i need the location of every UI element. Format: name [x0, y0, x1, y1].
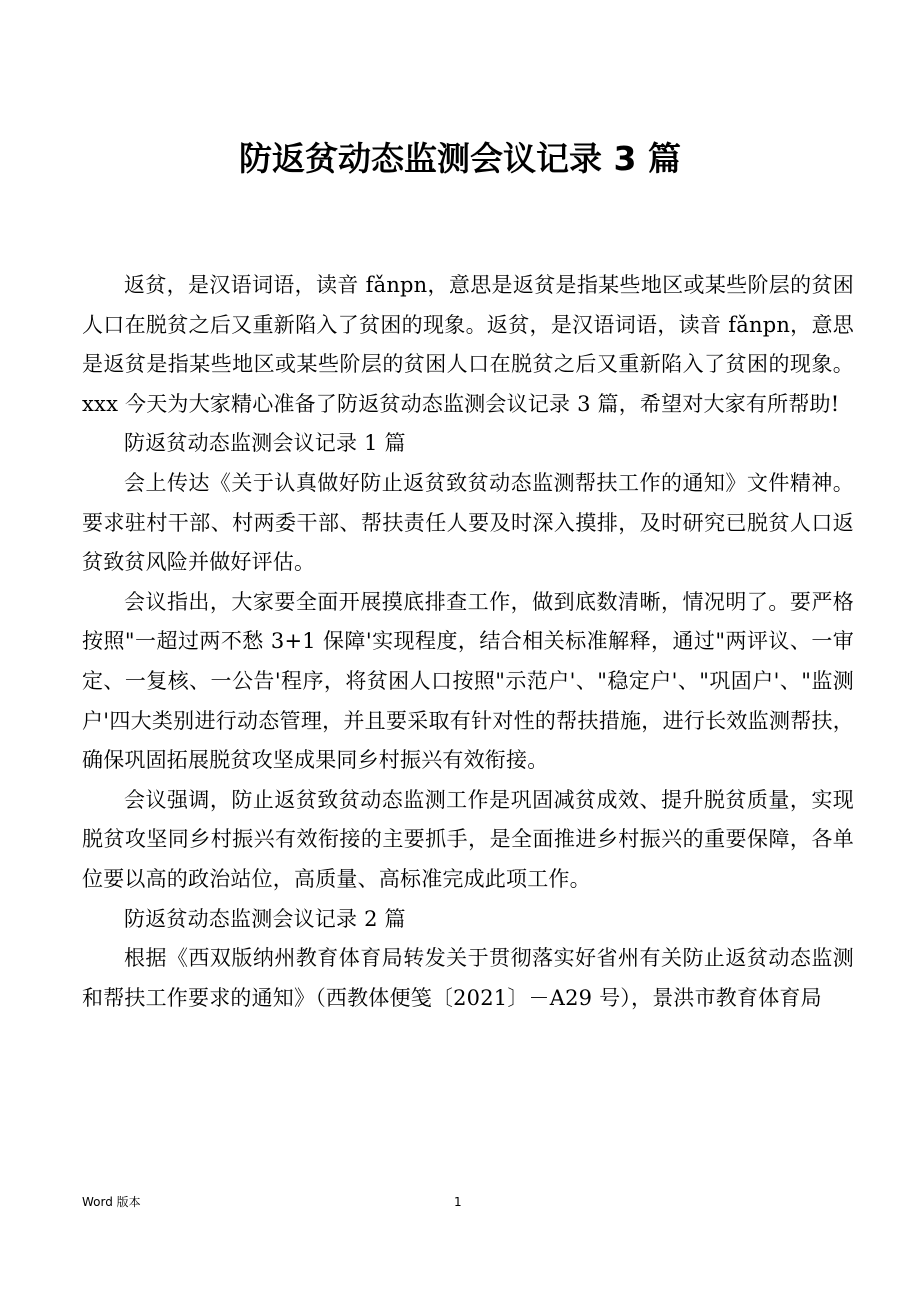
- footer-version-label: Word 版本: [82, 1195, 141, 1209]
- body-paragraph: 根据《西双版纳州教育体育局转发关于贯彻落实好省州有关防止返贫动态监测和帮扶工作要求的通知》（西教体便笺〔2021〕－A29 号），景洪市教育体育局: [82, 946, 854, 1010]
- document-title: 防返贫动态监测会议记录 3 篇: [239, 139, 681, 178]
- document-body: [82, 266, 854, 1018]
- section-heading-1: 防返贫动态监测会议记录 1 篇: [124, 431, 406, 456]
- footer-page-number: 1: [454, 1195, 462, 1209]
- body-paragraph: 会议指出，大家要全面开展摸底排查工作，做到底数清晰，情况明了。要严格按照"一超过两不愁 3+1 保障'实现程度，结合相关标准解释，通过"两评议、一审定、一复核、一公告'程序，将贫困人口按照"示范户'、"稳定户'、"巩固户'、"监测户'四大类别进行动态管理，并且要采取有针对性的帮扶措施，进行长效监测帮扶，确保巩固拓展脱贫攻坚成果同乡村振兴有效衔接。: [82, 589, 854, 773]
- section-heading-2: 防返贫动态监测会议记录 2 篇: [124, 906, 406, 931]
- body-paragraph: 会议强调，防止返贫致贫动态监测工作是巩固减贫成效、提升脱贫质量，实现脱贫攻坚同乡村振兴有效衔接的主要抓手，是全面推进乡村振兴的重要保障，各单位要以高的政治站位，高质量、高标准完成此项工作。: [82, 787, 854, 891]
- intro-paragraph: 返贫，是汉语词语，读音 fǎnpn，意思是返贫是指某些地区或某些阶层的贫困人口在脱贫之后又重新陷入了贫困的现象。返贫，是汉语词语，读音 fǎnpn，意思是返贫是指某些地区或某些阶层的贫困人口在脱贫之后又重新陷入了贫困的现象。xxx 今天为大家精心准备了防返贫动态监测会议记录 3 篇，希望对大家有所帮助!: [82, 273, 854, 416]
- body-paragraph: 会上传达《关于认真做好防止返贫致贫动态监测帮扶工作的通知》文件精神。要求驻村干部、村两委干部、帮扶责任人要及时深入摸排，及时研究已脱贫人口返贫致贫风险并做好评估。: [82, 470, 854, 575]
